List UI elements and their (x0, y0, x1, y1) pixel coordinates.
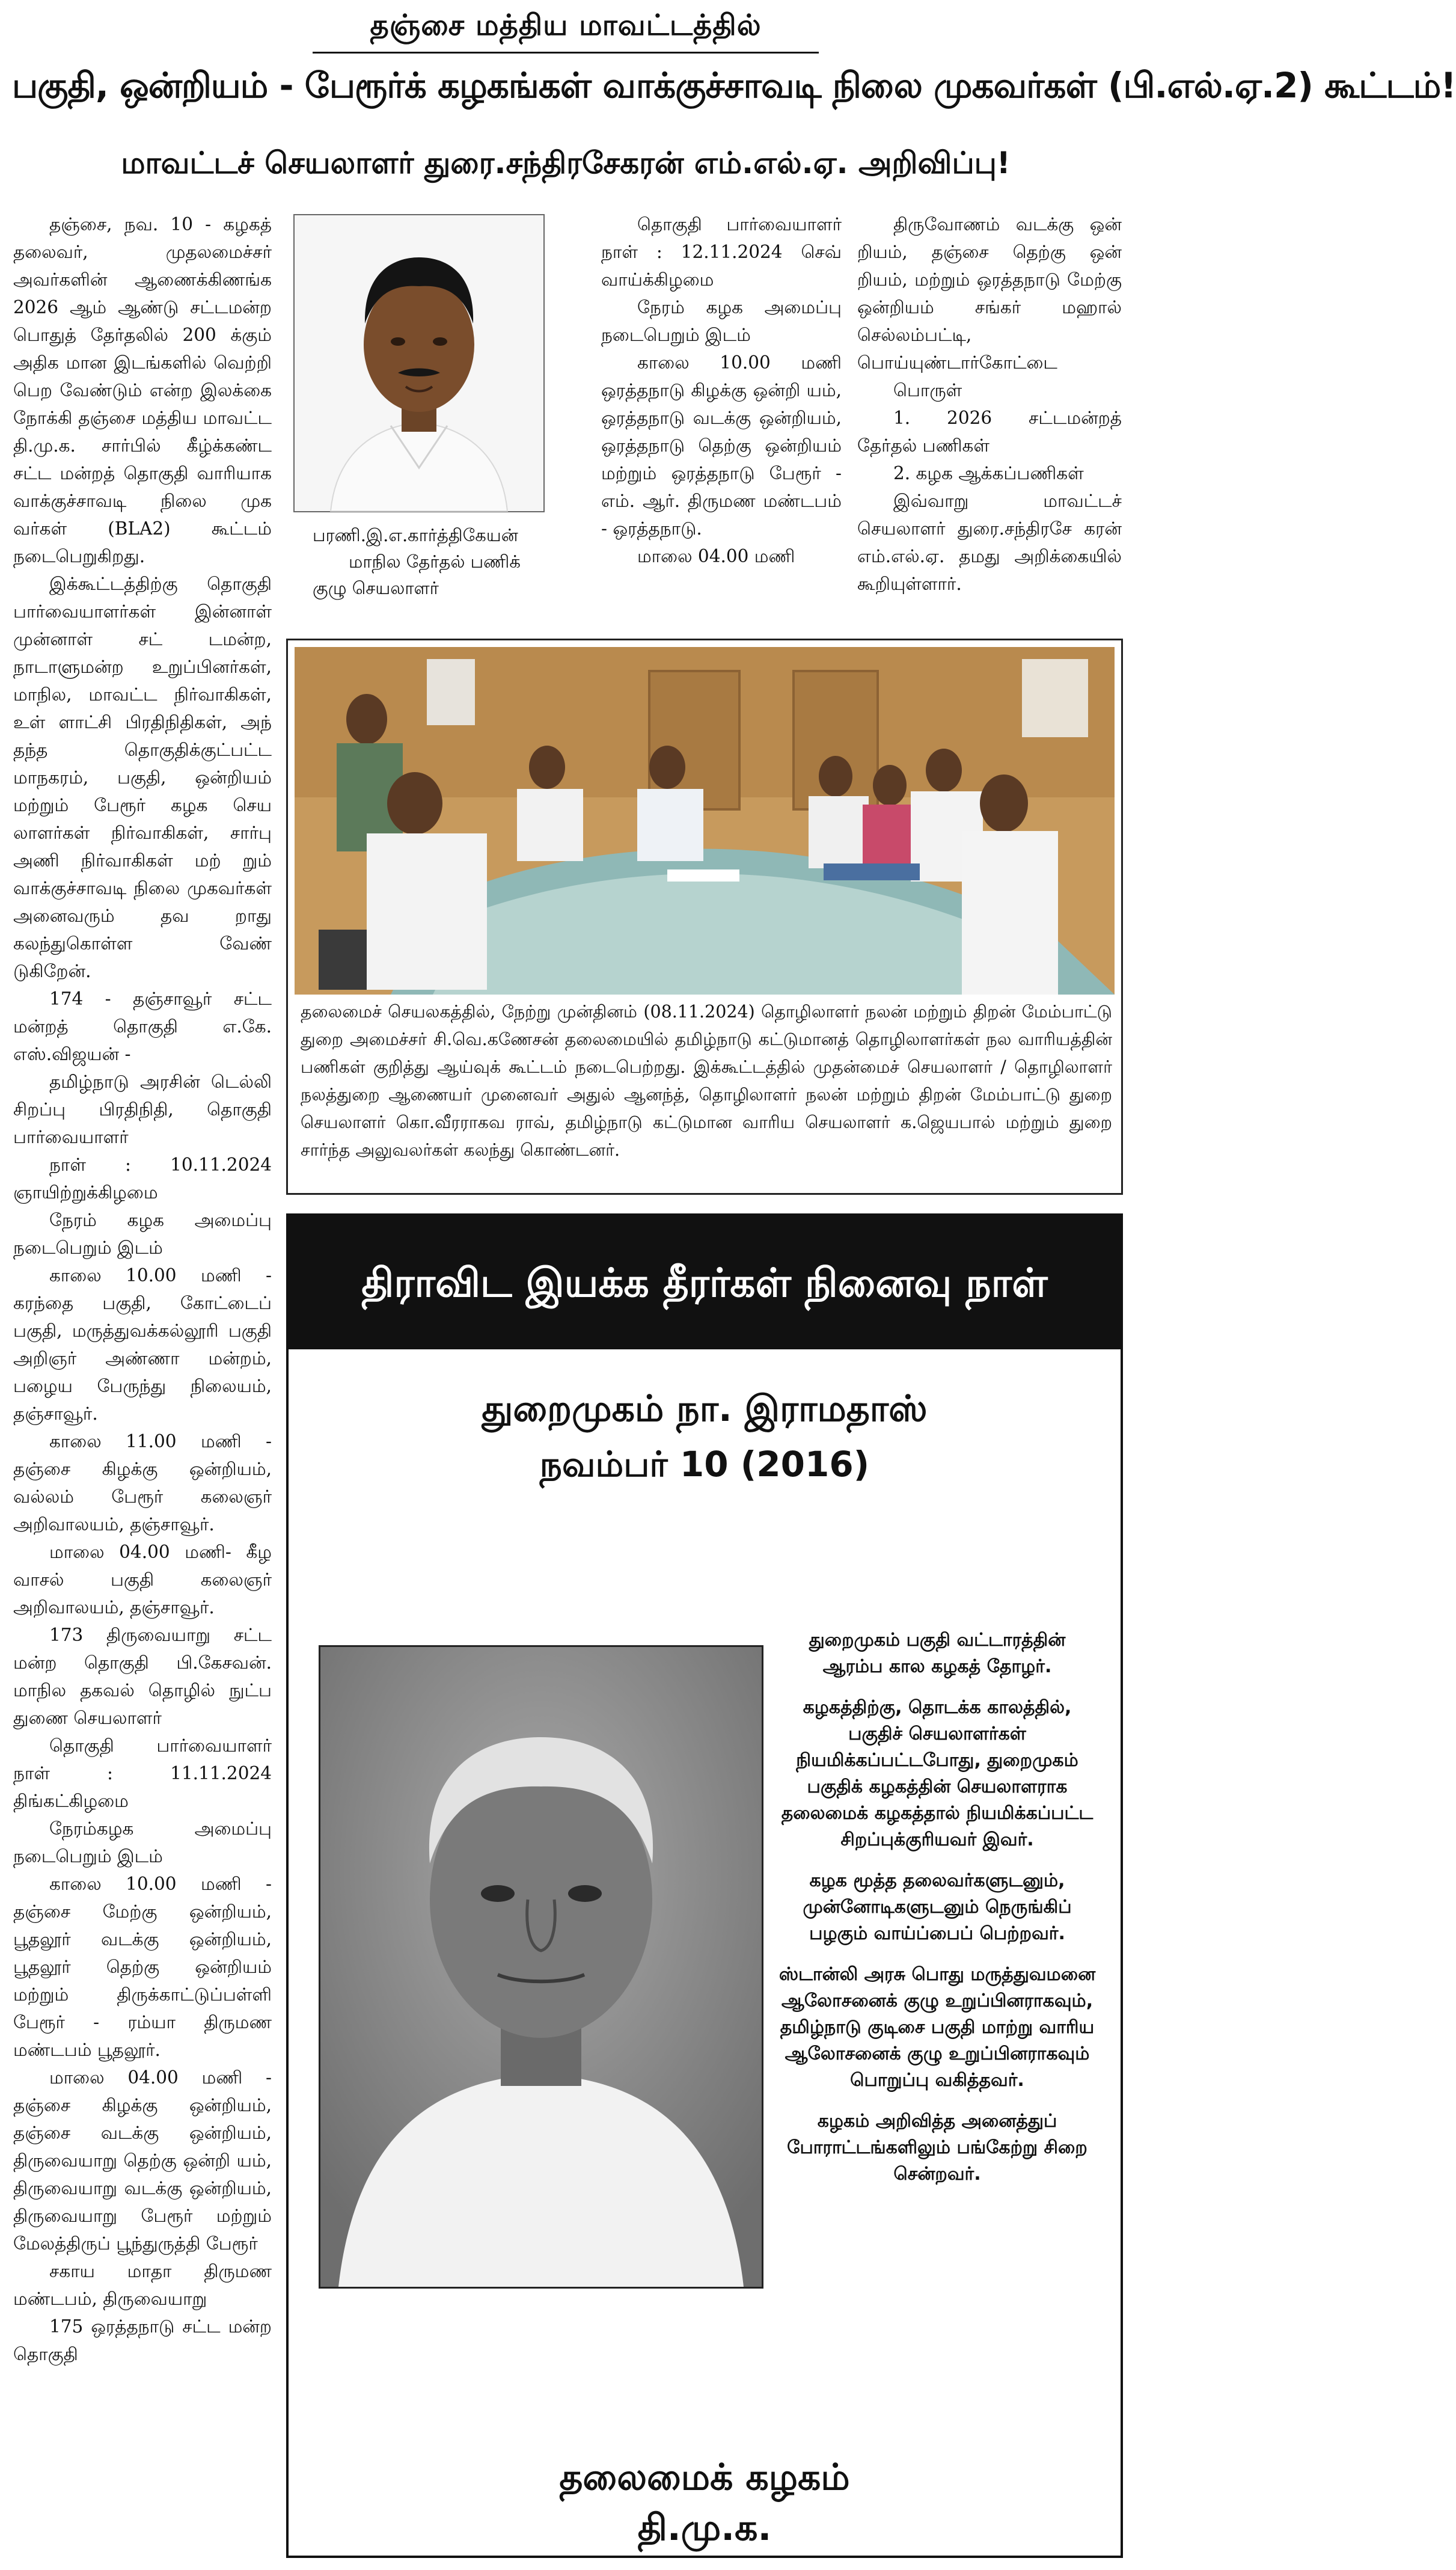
biography-paragraph: கழக மூத்த தலைவர்களுடனும், முன்னோடிகளுடனும் நெருங்கிப் பழகும் வாய்ப்பைப் பெற்றவர். (803, 1870, 1072, 1944)
paragraph: மாலை 04.00 மணி- கீழ வாசல் பகுதி கலைஞர் அறிவாலயம், தஞ்சாவூர். (13, 1542, 272, 1618)
memorial-banner-title: திராவிட இயக்க தீரர்கள் நினைவு நாள் (361, 1260, 1048, 1306)
portrait-caption (313, 522, 541, 601)
paragraph: தொகுதி பார்வையாளர் நாள் : 12.11.2024 செவ் வாய்க்கிழமை (601, 214, 842, 290)
paragraph: இவ்வாறு மாவட்டச் செயலாளர் துரை.சந்திரசே கரன் எம்.எல்.ஏ. தமது அறிக்கையில் கூறியுள்ளார். (857, 491, 1122, 594)
biography-paragraph: துறைமுகம் பகுதி வட்டாரத்தின் ஆரம்ப கால கழகத் தோழர். (809, 1630, 1066, 1677)
memorial-portrait (319, 1645, 763, 2289)
paragraph: நேரம் கழக அமைப்பு நடைபெறும் இடம் (601, 297, 842, 345)
section-kicker: தஞ்சை மத்திய மாவட்டத்தில் (370, 8, 762, 42)
paragraph: காலை 11.00 மணி - தஞ்சை கிழக்கு ஒன்றியம், வல்லம் பேரூர் கலைஞர் அறிவாலயம், தஞ்சாவூர். (13, 1431, 272, 1535)
headline: பகுதி, ஒன்றியம் - பேரூர்க் கழகங்கள் வாக்குச்சாவடி நிலை முகவர்கள் (பி.எல்.ஏ.2) கூட்டம்! (12, 65, 1456, 106)
photo-caption: தலைமைச் செயலகத்தில், நேற்று முன்தினம் (08.11.2024) தொழிலாளர் நலன் மற்றும் திறன் மேம்பாட்டு துறை அமைச்சர் சி.வெ.கணேசன் தலைமையில் தமிழ்நாடு கட்டுமானத் தொழிலாளர்கள் நல வாரியத்தின் பணிகள் குறித்து ஆய்வுக் கூட்டம் நடைபெற்றது. இக்கூட்டத்தில் முதன்மைச் செயலாளர் / தொழிலாளர் நலத்துறை ஆணையர் முனைவர் அதுல் ஆனந்த், தொழிலாளர் நலன் மற்றும் திறன் மேம்பாட்டு துறை செயலாளர் கொ.வீரராகவ ராவ், தமிழ்நாடு கட்டுமான வாரிய செயலாளர் க.ஜெயபால் மற்றும் துறை சார்ந்த அலுவலர்கள் கலந்து கொண்டனர். (301, 1002, 1112, 1160)
article-column-3 (601, 210, 842, 570)
memorial-signature-line-1: தலைமைக் கழகம் (559, 2456, 850, 2498)
portrait-caption-role: மாநில தேர்தல் பணிக் குழு செயலாளர் (313, 551, 521, 598)
paragraph: 174 - தஞ்சாவூர் சட்ட மன்றத் தொகுதி எ.கே. எஸ்.விஜயன் - (13, 989, 272, 1064)
paragraph: பொருள் (893, 380, 962, 400)
biography-paragraph: கழகத்திற்கு, தொடக்க காலத்தில், பகுதிச் செயலாளர்கள் நியமிக்கப்பட்டபோது, துறைமுகம் பகுதிக் கழகத்தின் செயலாளராக தலைமைக் கழகத்தால் நியமிக்கப்பட்ட சிறப்புக்குரியவர் இவர். (781, 1697, 1094, 1850)
subheadline: மாவட்டச் செயலாளர் துரை.சந்திரசேகரன் எம்.எல்.ஏ. அறிவிப்பு! (121, 146, 1011, 180)
memorial-biography (778, 1627, 1097, 2202)
paragraph: தஞ்சை, நவ. 10 - கழகத் தலைவர், முதலமைச்சர் அவர்களின் ஆணைக்கிணங்க 2026 ஆம் ஆண்டு சட்டமன்ற பொதுத் தேர்தலில் 200 க்கும் அதிக மான இடங்களில் வெற்றி பெற வேண்டும் என்ற இலக்கை நோக்கி தஞ்சை மத்திய மாவட்ட தி.மு.க. சார்பில் கீழ்க்கண்ட சட்ட மன்றத் தொகுதி வாரியாக வாக்குச்சாவடி நிலை முக வர்கள் (BLA2) கூட்டம் நடைபெறுகிறது. (13, 214, 272, 566)
paragraph: 2. கழக ஆக்கப்பணிகள் (893, 463, 1084, 483)
paragraph: தமிழ்நாடு அரசின் டெல்லி சிறப்பு பிரதிநிதி, தொகுதி பார்வையாளர் (13, 1072, 272, 1147)
article-column-1 (13, 210, 272, 2368)
paragraph: நாள் : 10.11.2024 ஞாயிற்றுக்கிழமை (13, 1155, 272, 1203)
portrait-caption-name: பரணி.இ.எ.கார்த்திகேயன் (313, 525, 518, 545)
paragraph: நேரம் கழக அமைப்பு நடைபெறும் இடம் (13, 1210, 272, 1258)
paragraph: காலை 10.00 மணி - தஞ்சை மேற்கு ஒன்றியம், பூதலூர் வடக்கு ஒன்றியம், பூதலூர் தெற்கு ஒன்றியம் மற்றும் திருக்காட்டுப்பள்ளி பேரூர் - ரம்யா திருமண மண்டபம் பூதலூர். (13, 1874, 272, 2060)
paragraph: நேரம்கழக அமைப்பு நடைபெறும் இடம் (13, 1818, 272, 1866)
kicker-underline (313, 52, 819, 54)
paragraph: 1. 2026 சட்டமன்றத் தேர்தல் பணிகள் (857, 408, 1122, 456)
memorial-name: துறைமுகம் நா. இராமதாஸ் (482, 1388, 928, 1430)
meeting-photo (295, 647, 1115, 995)
portrait-photo (293, 214, 545, 512)
paragraph: காலை 10.00 மணி - கரந்தை பகுதி, கோட்டைப் பகுதி, மருத்துவக்கல்லூரி பகுதி அறிஞர் அண்ணா மன்றம், பழைய பேருந்து நிலையம், தஞ்சாவூர். (13, 1265, 272, 1424)
memorial-date: நவம்பர் 10 (2016) (539, 1444, 870, 1485)
biography-paragraph: கழகம் அறிவித்த அனைத்துப் போராட்டங்களிலும் பங்கேற்று சிறை சென்றவர். (787, 2111, 1087, 2185)
paragraph: 175 ஒரத்தநாடு சட்ட மன்ற தொகுதி (13, 2316, 272, 2364)
paragraph: 173 திருவையாறு சட்ட மன்ற தொகுதி பி.கேசவன். மாநில தகவல் தொழில் நுட்ப துணை செயலாளர் (13, 1625, 272, 1728)
paragraph: மாலை 04.00 மணி - தஞ்சை கிழக்கு ஒன்றியம், தஞ்சை வடக்கு ஒன்றியம், திருவையாறு தெற்கு ஒன்றி யம், திருவையாறு வடக்கு ஒன்றியம், திருவையாறு பேரூர் மற்றும் மேலத்திருப் பூந்துருத்தி பேரூர் (13, 2067, 272, 2254)
memorial-signature-line-2: தி.மு.க. (637, 2507, 772, 2549)
paragraph: காலை 10.00 மணி ஒரத்தநாடு கிழக்கு ஒன்றி யம், ஒரத்தநாடு வடக்கு ஒன்றியம், ஒரத்தநாடு தெற்கு ஒன்றியம் மற்றும் ஒரத்தநாடு பேரூர் - எம். ஆர். திருமண மண்டபம் - ஒரத்தநாடு. (601, 352, 842, 539)
paragraph: மாலை 04.00 மணி (637, 546, 795, 566)
portrait-illustration (295, 215, 543, 511)
paragraph: இக்கூட்டத்திற்கு தொகுதி பார்வையாளர்கள் இன்னாள் முன்னாள் சட் டமன்ற, நாடாளுமன்ற உறுப்பினர்கள், மாநில, மாவட்ட நிர்வாகிகள், உள் ளாட்சி பிரதிநிதிகள், அந் தந்த தொகுதிக்குட்பட்ட மாநகரம், பகுதி, ஒன்றியம் மற்றும் பேரூர் கழக செய லாளர்கள் நிர்வாகிகள், சார்பு அணி நிர்வாகிகள் மற் றும் வாக்குச்சாவடி நிலை முகவர்கள் அனைவரும் தவ றாது கலந்துகொள்ள வேண் டுகிறேன். (13, 574, 272, 981)
meeting-photo-illustration (295, 647, 1115, 995)
paragraph: சகாய மாதா திருமண மண்டபம், திருவையாறு (13, 2261, 272, 2309)
article-column-4 (857, 210, 1122, 598)
biography-paragraph: ஸ்டான்லி அரசு பொது மருத்துவமனை ஆலோசனைக் குழு உறுப்பினராகவும், தமிழ்நாடு குடிசை பகுதி மாற்று வாரிய ஆலோசனைக் குழு உறுப்பினராகவும் பொறுப்பு வகித்தவர். (778, 1964, 1096, 2091)
memorial-portrait-illustration (320, 1647, 762, 2287)
paragraph: திருவோணம் வடக்கு ஒன் றியம், தஞ்சை தெற்கு ஒன் றியம், மற்றும் ஒரத்தநாடு மேற்கு ஒன்றியம் சங்கர் மஹால் செல்லம்பட்டி, பொய்யுண்டார்கோட்டை (857, 214, 1122, 373)
paragraph: தொகுதி பார்வையாளர் நாள் : 11.11.2024 திங்கட்கிழமை (13, 1735, 272, 1811)
